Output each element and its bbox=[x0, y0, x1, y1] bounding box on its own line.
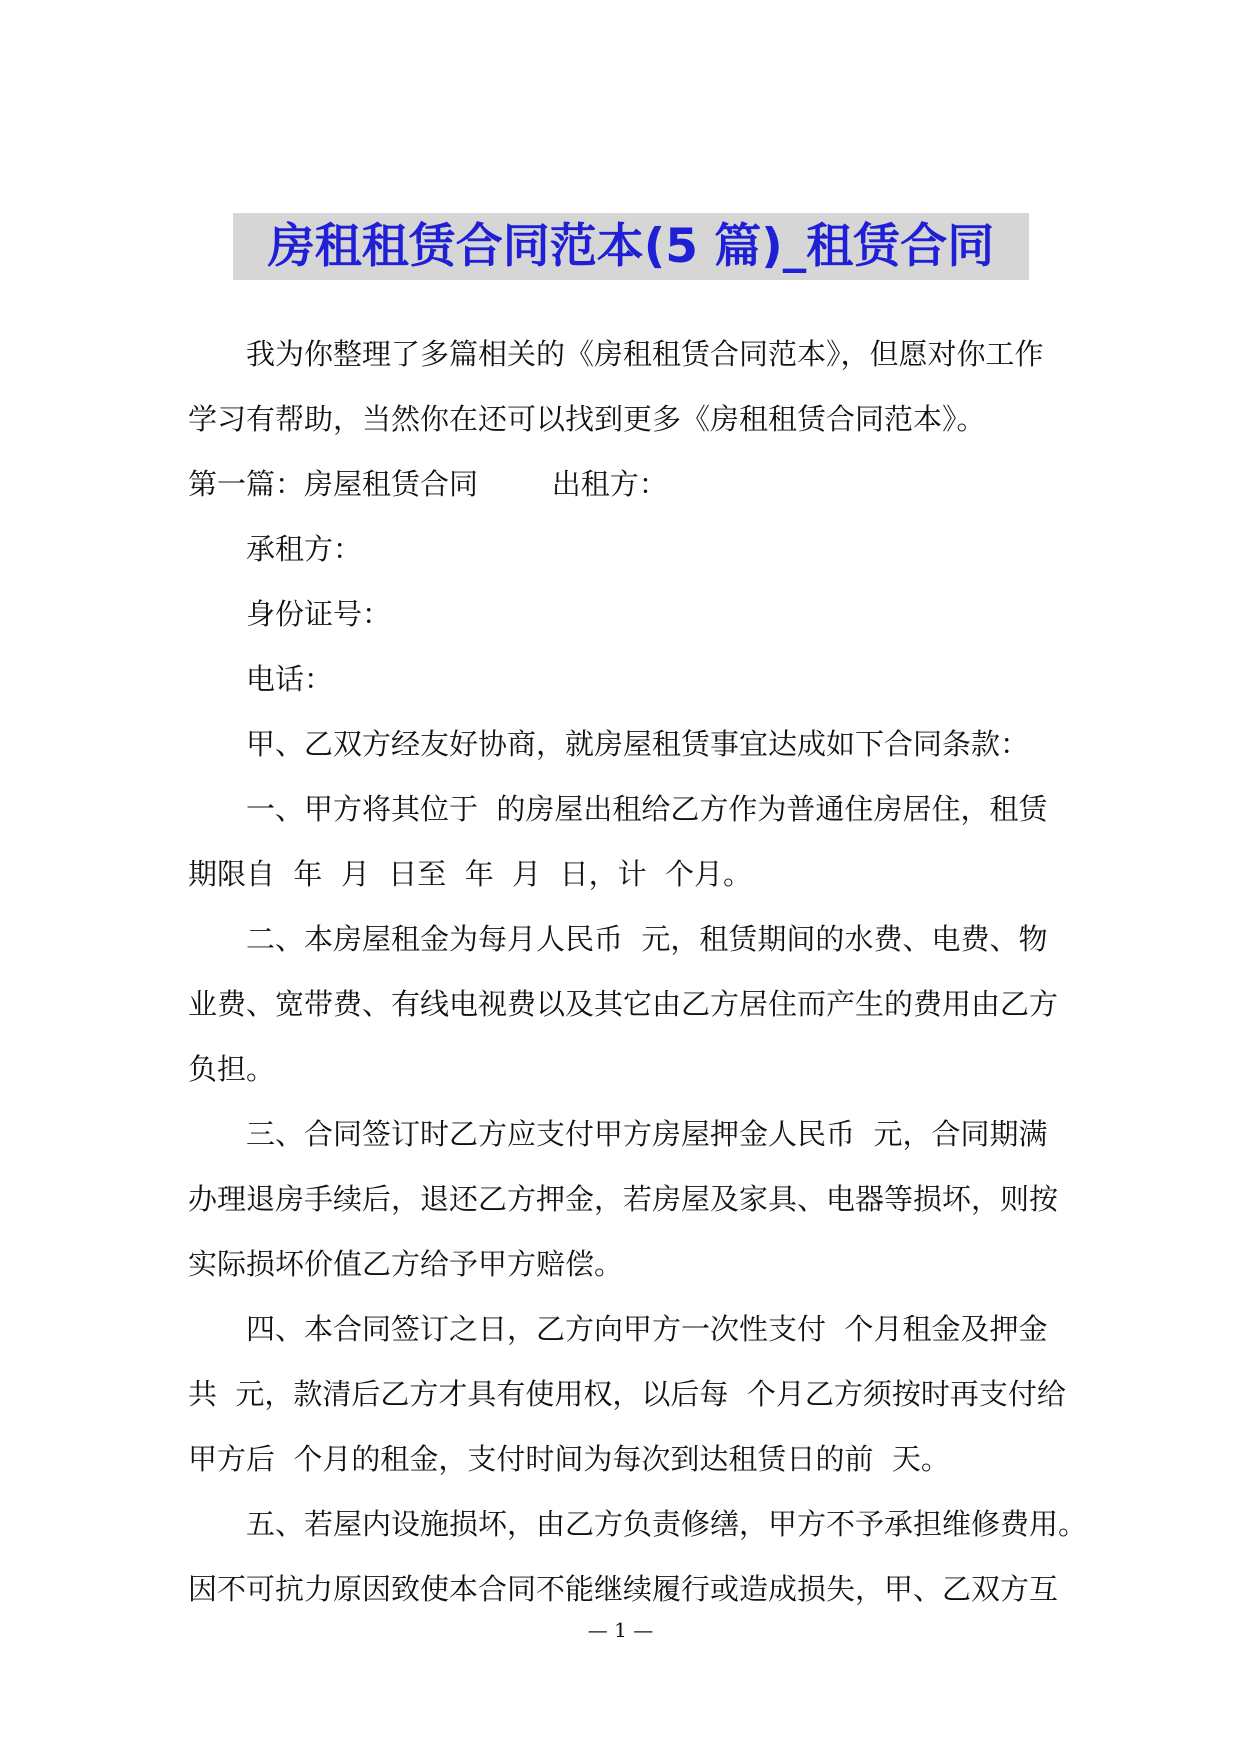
clause-2-line: 二、本房屋租金为每月人民币 元，租赁期间的水费、电费、物 bbox=[246, 922, 1048, 956]
field-id-number: 身份证号： bbox=[246, 597, 392, 631]
document-body bbox=[188, 322, 1088, 1622]
clause-4-line: 甲方后 个月的租金，支付时间为每次到达租赁日的前 天。 bbox=[188, 1442, 950, 1476]
clause-5-line: 五、若屋内设施损坏，由乙方负责修缮，甲方不予承担维修费用。 bbox=[246, 1507, 1088, 1541]
field-phone: 电话： bbox=[246, 662, 334, 696]
paragraph-line: 我为你整理了多篇相关的《房租租赁合同范本》，但愿对你工作 bbox=[246, 337, 1044, 371]
clause-3-line: 实际损坏价值乙方给予甲方赔偿。 bbox=[188, 1247, 624, 1281]
clause-1-line: 期限自 年 月 日至 年 月 日，计 个月。 bbox=[188, 857, 753, 891]
clause-3-line: 三、合同签订时乙方应支付甲方房屋押金人民币 元，合同期满 bbox=[246, 1117, 1048, 1151]
title-highlight bbox=[233, 213, 1029, 280]
clause-3-line: 办理退房手续后，退还乙方押金，若房屋及家具、电器等损坏，则按 bbox=[188, 1182, 1059, 1216]
document-title: 房租租赁合同范本(5 篇)_租赁合同 bbox=[267, 219, 995, 274]
clause-2-line: 业费、宽带费、有线电视费以及其它由乙方居住而产生的费用由乙方 bbox=[188, 987, 1059, 1021]
field-lessee: 承租方： bbox=[246, 532, 363, 566]
clause-4-line: 共 元，款清后乙方才具有使用权，以后每 个月乙方须按时再支付给 bbox=[188, 1377, 1066, 1411]
clause-1-line: 一、甲方将其位于 的房屋出租给乙方作为普通住房居住，租赁 bbox=[246, 792, 1048, 826]
page-number: — 1 — bbox=[587, 1618, 654, 1642]
clause-4-line: 四、本合同签订之日，乙方向甲方一次性支付 个月租金及押金 bbox=[246, 1312, 1048, 1346]
paragraph-line: 学习有帮助，当然你在还可以找到更多《房租租赁合同范本》。 bbox=[188, 402, 986, 436]
clause-5-line: 因不可抗力原因致使本合同不能继续履行或造成损失，甲、乙双方互 bbox=[188, 1572, 1059, 1606]
section-heading-line: 第一篇：房屋租赁合同 出租方： bbox=[188, 467, 668, 501]
clause-2-line: 负担。 bbox=[188, 1052, 276, 1086]
paragraph-line: 甲、乙双方经友好协商，就房屋租赁事宜达成如下合同条款： bbox=[246, 727, 1030, 761]
